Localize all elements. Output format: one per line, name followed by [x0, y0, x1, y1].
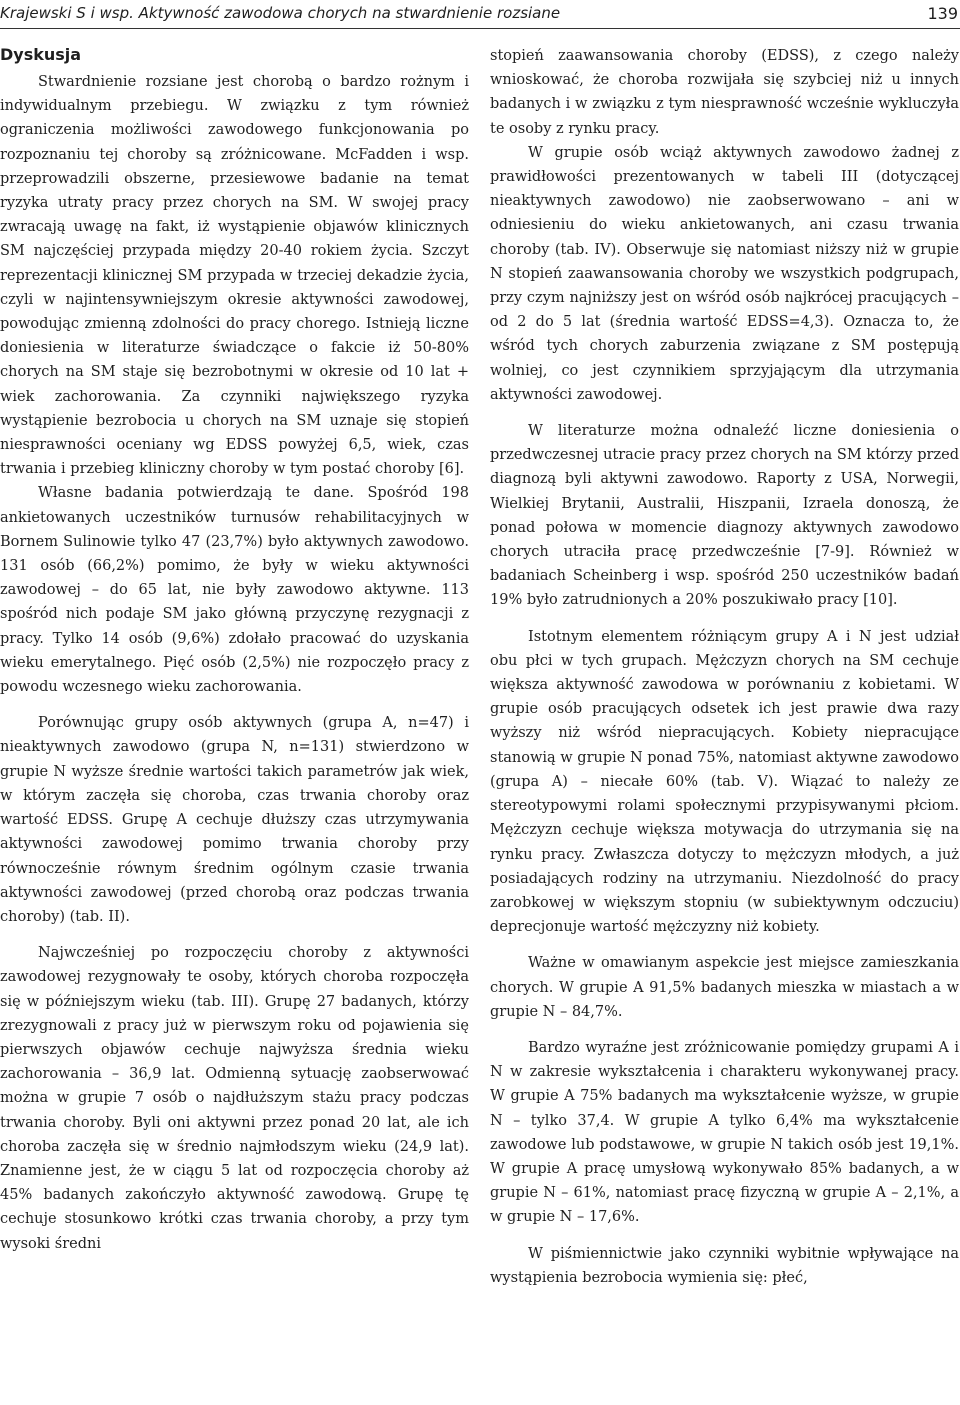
paragraph: W grupie osób wciąż aktywnych zawodowo żadnej z prawidłowości prezentowanych w tabeli III (dotyczącej nieaktywnych zawodowo) nie zaobserwowano – ani w odniesieniu do wieku ankietowanych, ani czasu trwania choroby (tab. IV). Obserwuje się natomiast niższy niż w grupie N stopień zaawansowania choroby we wszystkich podgrupach, przy czym najniższy jest on wśród osób najkrócej pracujących – od 2 do 5 lat (średnia wartość EDSS=4,3). Oznacza to, że wśród tych chorych zaburzenia związane z SM postępują wolniej, co jest czynnikiem sprzyjającym dla utrzymania aktywności zawodowej. [490, 144, 959, 403]
paragraph: W literaturze można odnaleźć liczne doniesienia o przedwczesnej utracie pracy przez chorych na SM którzy przed diagnozą byli aktywni zawodowo. Raporty z USA, Norwegii, Wielkiej Brytanii, Australii, Hiszpanii, Izraela donoszą, że ponad połowa w momencie diagnozy aktywnych zawodowo chorych utraciła pracę przedwcześnie [7-9]. Również w badaniach Scheinberg i wsp. spośród 250 uczestników badań 19% było zatrudnionych a 20% poszukiwało pracy [10]. [490, 423, 959, 609]
paragraph: Porównując grupy osób aktywnych (grupa A, n=47) i nieaktywnych zawodowo (grupa N, n=131) stwierdzono w grupie N wyższe średnie wartości takich parametrów jak wiek, w którym zaczęła się choroba, czas trwania choroby oraz wartość EDSS. Grupę A cechuje dłuższy czas utrzymywania aktywności zawodowej pomimo trwania choroby przy równocześnie równym średnim ogólnym czasie trwania aktywności zawodowej (przed chorobą oraz podczas trwania choroby) (tab. II). [0, 715, 469, 925]
section-heading: Dyskusja [0, 45, 82, 64]
paragraph: Istotnym elementem różniącym grupy A i N jest udział obu płci w tych grupach. Mężczyzn chorych na SM cechuje większa aktywność zawodowa w porównaniu z kobietami. W grupie osób pracujących odsetek ich jest prawie dwa razy wyższy niż wśród niepracujących. Kobiety niepracujące stanowią w grupie N ponad 75%, natomiast aktywne zawodowo (grupa A) – niecałe 60% (tab. V). Wiązać to należy ze stereotypowymi rolami społecznymi przypisywanymi płciom. Mężczyzn cechuje większa motywacja do utrzymania się na rynku pracy. Zwłaszcza dotyczy to mężczyzn młodych, a już posiadających rodziny na utrzymaniu. Niezdolność do pracy zarobkowej w większym stopniu (w subiektywnym odczuciu) deprecjonuje wartość mężczyzny niż kobiety. [490, 628, 959, 936]
paragraph: W piśmiennictwie jako czynniki wybitnie wpływające na wystąpienia bezrobocia wymienia się: płeć, [490, 1245, 959, 1286]
right-column [490, 44, 959, 1399]
page-number: 139 [927, 4, 958, 23]
paragraph: stopień zaawansowania choroby (EDSS), z czego należy wnioskować, że choroba rozwijała się szybciej niż u innych badanych i w związku z tym niesprawność wcześnie wykluczyła te osoby z rynku pracy. [490, 48, 959, 137]
running-title: Krajewski S i wsp. Aktywność zawodowa chorych na stwardnienie rozsiane [0, 4, 561, 22]
left-column [0, 44, 469, 1399]
running-header [0, 0, 960, 29]
paragraph: Ważne w omawianym aspekcie jest miejsce zamieszkania chorych. W grupie A 91,5% badanych mieszka w miastach a w grupie N – 84,7%. [490, 955, 959, 1020]
paragraph: Stwardnienie rozsiane jest chorobą o bardzo rożnym i indywidualnym przebiegu. W związku z tym również ograniczenia możliwości zawodowego funkcjonowania po rozpoznaniu tej choroby są zróżnicowane. McFadden i wsp. przeprowadzili obszerne, przesiewowe badanie na temat ryzyka utraty pracy przez chorych na SM. W swojej pracy zwracają uwagę na fakt, iż wystąpienie objawów klinicznych SM najczęściej przypada między 20-40 rokiem życia. Szczyt reprezentacji klinicznej SM przypada w trzeciej dekadzie życia, czyli w najintensywniejszym okresie aktywności zawodowej, powodując zmienną zdolności do pracy chorego. Istnieją liczne doniesienia w literaturze świadczące o fakcie iż 50-80% chorych na SM staje się bezrobotnymi w okresie od 10 lat + wiek zachorowania. Za czynniki największego ryzyka wystąpienie bezrobocia u chorych na SM uznaje się stopień niesprawności oceniany wg EDSS powyżej 6,5, wiek, czas trwania i przebieg kliniczny choroby w tym postać choroby [6]. [0, 74, 469, 478]
paragraph: Bardzo wyraźne jest zróżnicowanie pomiędzy grupami A i N w zakresie wykształcenia i charakteru wykonywanej pracy. W grupie A 75% badanych ma wykształcenie wyższe, w grupie N – tylko 37,4. W grupie A tylko 6,4% ma wykształcenie zawodowe lub podstawowe, w grupie N takich osób jest 19,1%. W grupie A pracę umysłową wykonywało 85% badanych, a w grupie N – 61%, natomiast pracę fizyczną w grupie A – 2,1%, a w grupie N – 17,6%. [490, 1039, 959, 1226]
paragraph: Najwcześniej po rozpoczęciu choroby z aktywności zawodowej rezygnowały te osoby, których choroba rozpoczęła się w późniejszym wieku (tab. III). Grupę 27 badanych, którzy zrezygnowali z pracy już w pierwszym roku od pojawienia się pierwszych objawów cechuje najwyższa średnia wieku zachorowania – 36,9 lat. Odmienną sytuację zaobserwować można w grupie 7 osób o najdłuższym stażu pracy podczas trwania choroby. Byli oni aktywni przez ponad 20 lat, ale ich choroba zaczęła się w średnio najmłodszym wieku (24,9 lat). Znamienne jest, że w ciągu 5 lat od rozpoczęcia choroby aż 45% badanych zakończyło aktywność zawodową. Grupę tę cechuje stosunkowo krótki czas trwania choroby, a przy tym wysoki średni [0, 945, 469, 1252]
paragraph: Własne badania potwierdzają te dane. Spośród 198 ankietowanych uczestników turnusów rehabilitacyjnych w Bornem Sulinowie tylko 47 (23,7%) było aktywnych zawodowo. 131 osób (66,2%) pomimo, że były w wieku aktywności zawodowej – do 65 lat, nie były zawodowo aktywne. 113 spośród nich podaje SM jako główną przyczynę rezygnacji z pracy. Tylko 14 osób (9,6%) zdołało pracować do uzyskania wieku emerytalnego. Pięć osób (2,5%) nie rozpoczęło pracy z powodu wczesnego wieku zachorowania. [0, 485, 469, 696]
